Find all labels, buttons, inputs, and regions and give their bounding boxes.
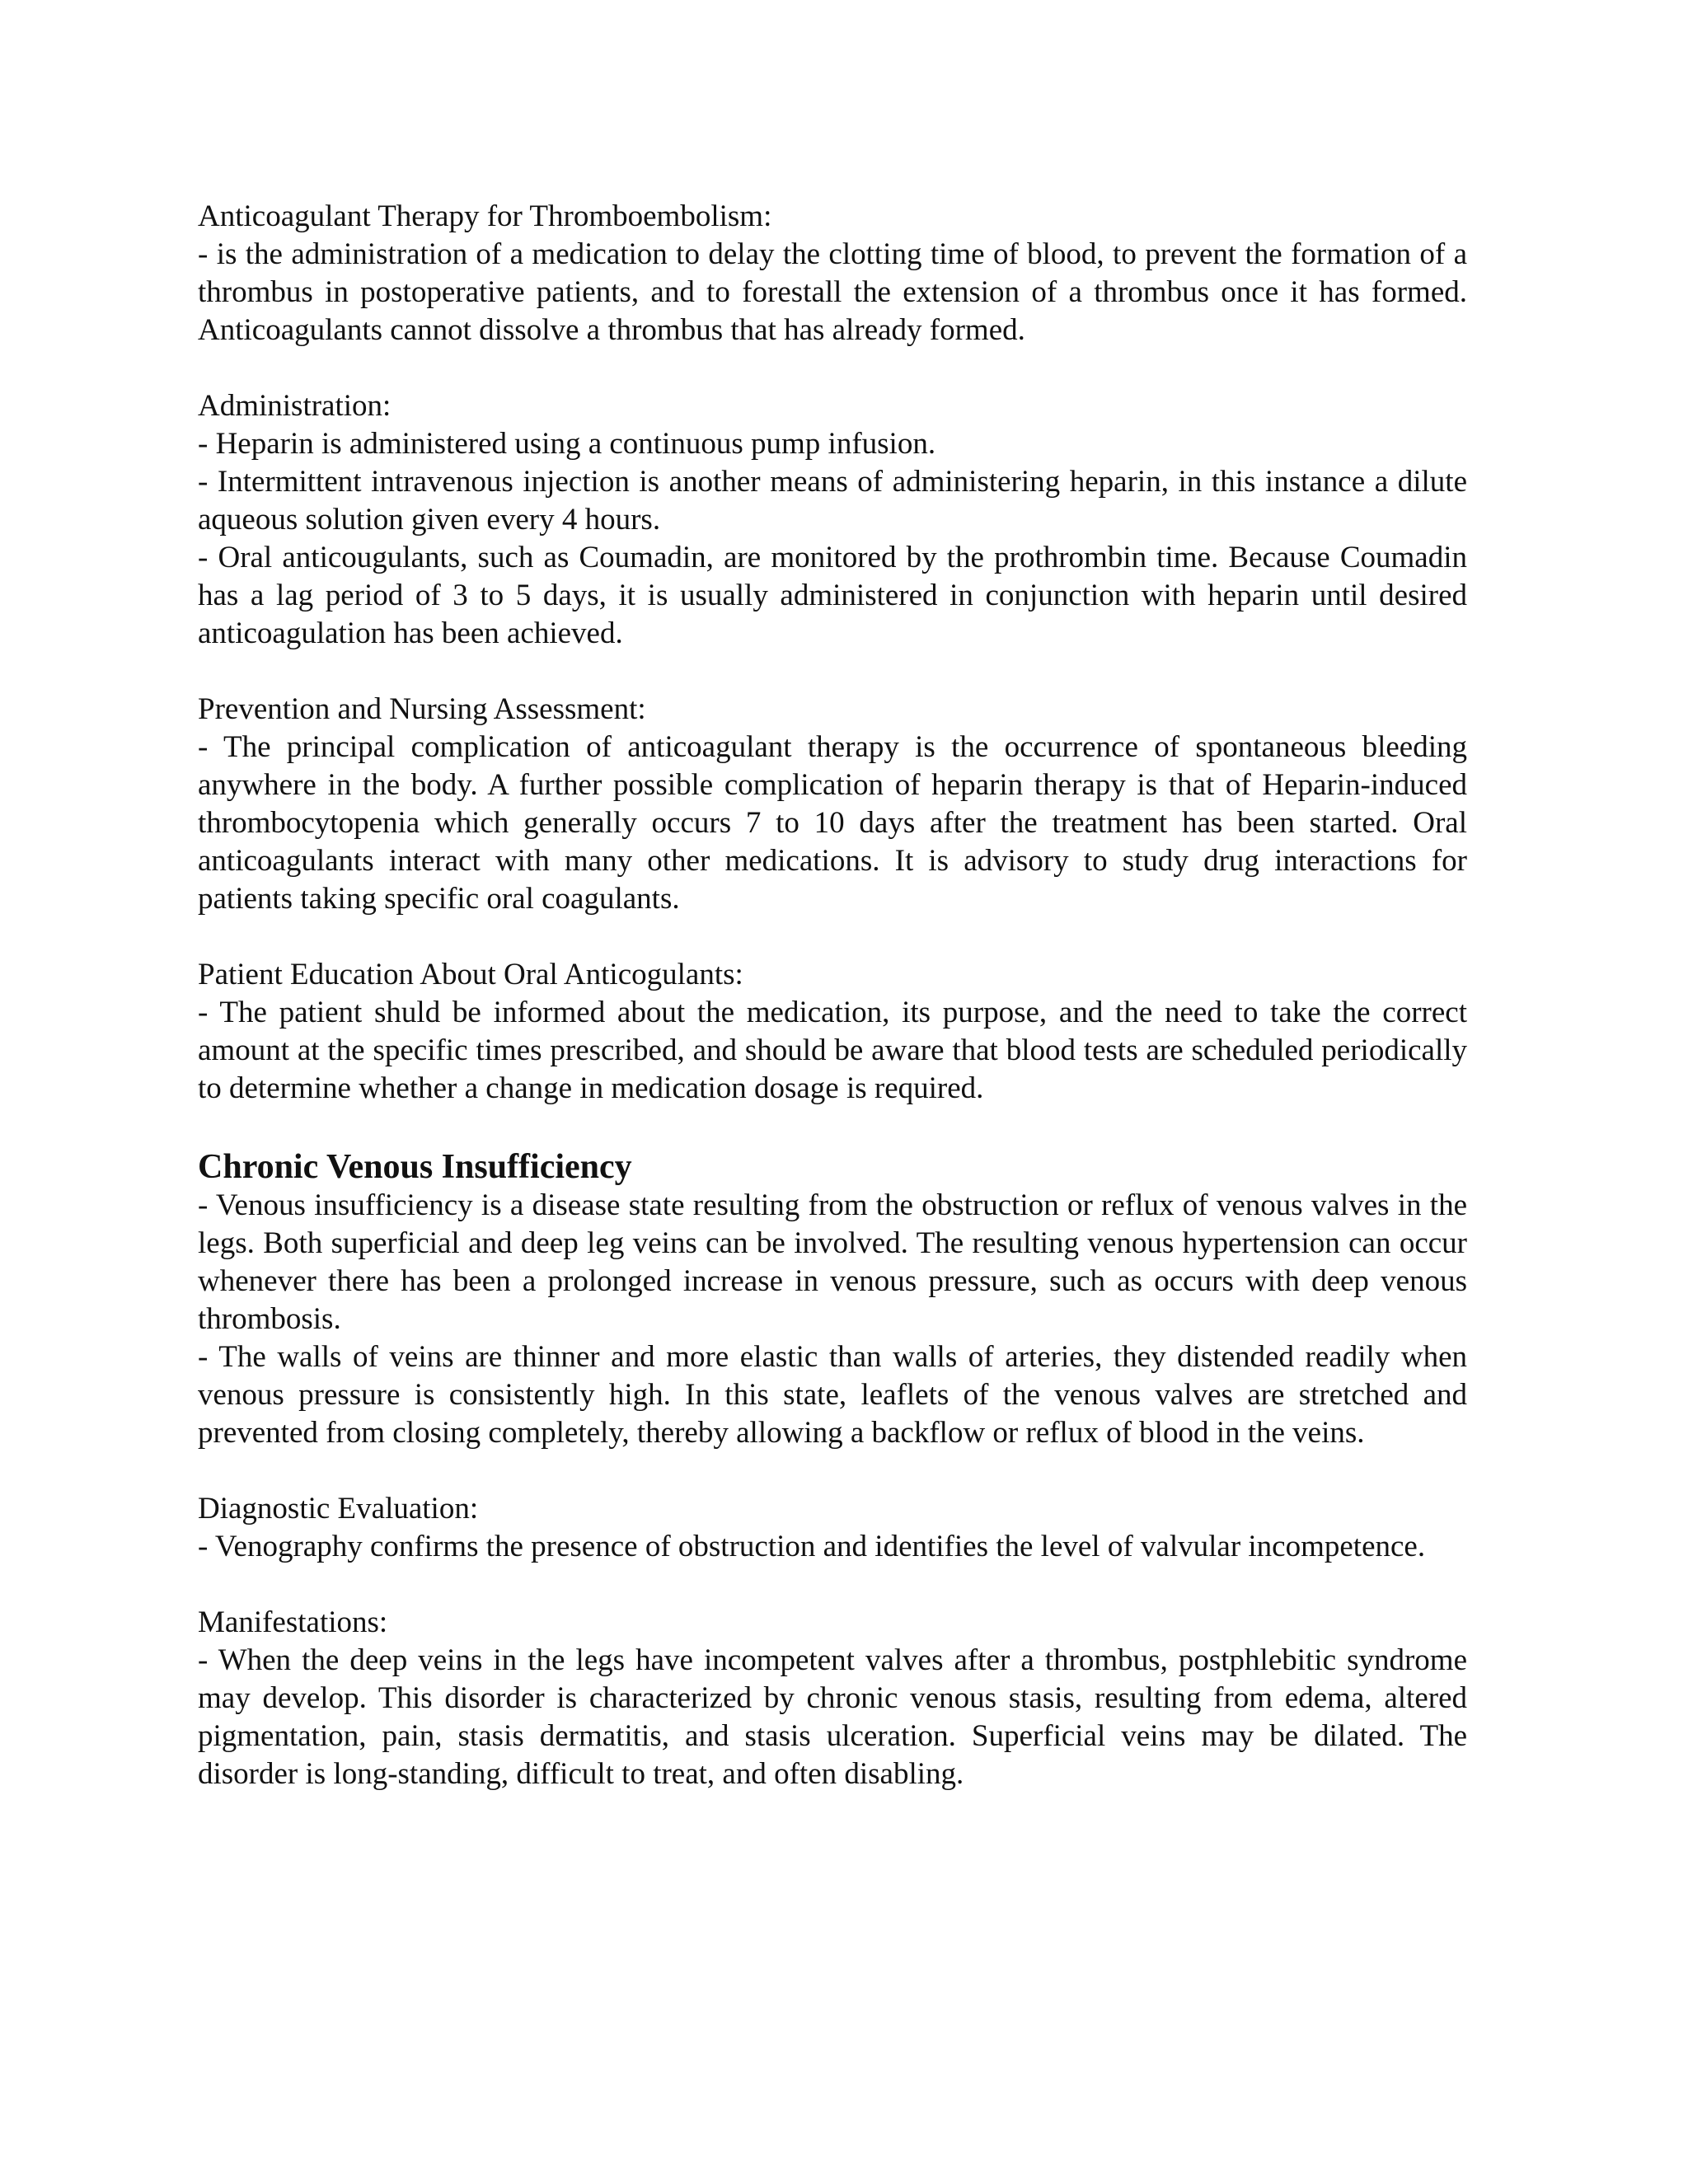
- section-gap: [198, 1452, 1467, 1490]
- manifestations-title: Manifestations:: [198, 1605, 388, 1639]
- administration-paragraph-2: - Intermittent intravenous injection is another means of administering heparin, in this instance a dilute aqueous solution given every 4 hours.: [198, 465, 1467, 537]
- administration-title: Administration:: [198, 389, 392, 423]
- prevention-paragraph: - The principal complication of anticoagulant therapy is the occurrence of spontaneous bleeding anywhere in the body. A further possible complication of heparin therapy is that of Heparin-induced thrombocytopenia which generally occurs 7 to 10 days after the treatment has been started. Oral anticoagulants interact with many other medications. It is advisory to study drug interactions for patients taking specific oral coagulants.: [198, 730, 1467, 916]
- administration-paragraph-1: - Heparin is administered using a continuous pump infusion.: [198, 427, 936, 461]
- prevention-title: Prevention and Nursing Assessment:: [198, 692, 646, 726]
- administration-paragraph-3: - Oral anticougulants, such as Coumadin, are monitored by the prothrombin time. Because Coumadin has a lag period of 3 to 5 days, it is usually administered in conjunction with heparin until desired anticoagulation has been achieved.: [198, 541, 1467, 650]
- education-paragraph: - The patient shuld be informed about the medication, its purpose, and the need to take the correct amount at the specific times prescribed, and should be aware that blood tests are scheduled periodically to determine whether a change in medication dosage is required.: [198, 996, 1467, 1105]
- section-gap: [198, 653, 1467, 691]
- manifestations-paragraph: - When the deep veins in the legs have incompetent valves after a thrombus, postphlebitic syndrome may develop. This disorder is characterized by chronic venous stasis, resulting from edema, altered pigmentation, pain, stasis dermatitis, and stasis ulceration. Superficial veins may be dilated. The disorder is long-standing, difficult to treat, and often disabling.: [198, 1643, 1467, 1791]
- education-title: Patient Education About Oral Anticogulants:: [198, 958, 743, 991]
- cvi-paragraph-2: - The walls of veins are thinner and more elastic than walls of arteries, they distended readily when venous pressure is consistently high. In this state, leaflets of the venous valves are stretched and prevented from closing completely, thereby allowing a backflow or reflux of blood in the veins.: [198, 1340, 1467, 1450]
- document-page: [198, 198, 1467, 1793]
- section-gap: [198, 1108, 1467, 1146]
- diagnostic-paragraph: - Venography confirms the presence of obstruction and identifies the level of valvular incompetence.: [198, 1530, 1426, 1563]
- section-gap: [198, 918, 1467, 956]
- anticoagulant-paragraph: - is the administration of a medication to delay the clotting time of blood, to prevent the formation of a thrombus in postoperative patients, and to forestall the extension of a thrombus once it has formed. Anticoagulants cannot dissolve a thrombus that has already formed.: [198, 237, 1467, 347]
- diagnostic-title: Diagnostic Evaluation:: [198, 1492, 479, 1526]
- anticoagulant-title: Anticoagulant Therapy for Thromboembolism:: [198, 199, 772, 233]
- cvi-heading: Chronic Venous Insufficiency: [198, 1148, 632, 1186]
- section-gap: [198, 1566, 1467, 1604]
- cvi-paragraph-1: - Venous insufficiency is a disease state resulting from the obstruction or reflux of venous valves in the legs. Both superficial and deep leg veins can be involved. The resulting venous hypertension can occur whenever there has been a prolonged increase in venous pressure, such as occurs with deep venous thrombosis.: [198, 1188, 1467, 1336]
- section-gap: [198, 349, 1467, 387]
